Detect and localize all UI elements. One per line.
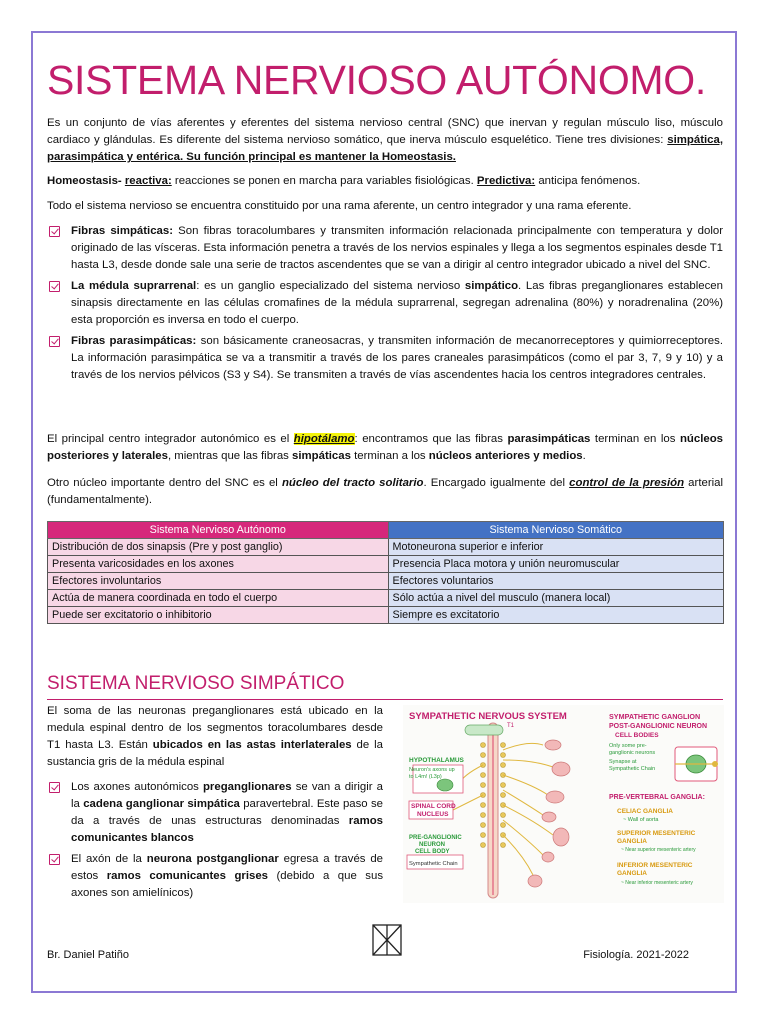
label-superior-mesenteric: SUPERIOR MESENTERIC (617, 830, 696, 837)
table-header-row (48, 522, 724, 539)
label-superior-ganglia: GANGLIA (617, 838, 647, 845)
page-frame (31, 31, 737, 993)
simpatico-list (47, 779, 383, 902)
checkbox-check-icon (49, 854, 60, 865)
centro-bold: núcleos anteriores y medios (428, 450, 583, 462)
otro-text: . Encargado igualmente del (423, 477, 570, 489)
todo-paragraph: Todo el sistema nervioso se encuentra constituido por una rama aferente, un centro integrador y una rama eferente. (47, 200, 632, 212)
label-sympathetic-ganglion: SYMPATHETIC GANGLION (609, 712, 701, 721)
sympathetic-diagram-svg (403, 705, 724, 903)
label-celiac-note: ~ Wall of aorta (623, 817, 659, 823)
table-cell: Motoneurona superior e inferior (388, 539, 723, 556)
simpatico-text: El soma de las neuronas preganglionares está ubicado en la medula espinal dentro de los segmentos toracolumbares desde T1 hasta L3. Están (47, 705, 383, 751)
otro-bold-italic: control de la presión (569, 477, 685, 489)
centro-text: , mientras que las fibras (167, 450, 293, 462)
simpatico-bold: ubicados en las astas interlaterales (152, 739, 352, 751)
label-hypo-note2: to L4m! (L3p) (409, 774, 442, 780)
section-divider (47, 699, 723, 700)
table-cell: Distribución de dos sinapsis (Pre y post ganglio) (48, 539, 389, 556)
centro-bold: parasimpáticas (507, 433, 591, 445)
homeostasis-label: Homeostasis- (47, 175, 125, 187)
bullet-text: El axón de la (71, 853, 147, 865)
label-sg-note4: Sympathetic Chain (609, 766, 656, 772)
label-sympathetic-chain: Sympathetic Chain (409, 861, 458, 867)
ganglion-terminal (712, 761, 718, 767)
fibers-list (47, 223, 723, 388)
bullet-bold: Fibras simpáticas: (71, 225, 174, 237)
bullet-text: paravertebral. Este paso se da a través de unas estructuras denominadas (71, 798, 384, 827)
centro-text: : encontramos que las fibras (354, 433, 508, 445)
centro-bold: núcleos posteriores y laterales (47, 433, 723, 462)
checkbox-check-icon (49, 782, 60, 793)
checkbox-check-icon (49, 226, 60, 237)
bullet-bold: ramos comunicantes grises (106, 870, 269, 882)
table-row (48, 556, 724, 573)
predictiva-text: anticipa fenómenos. (535, 175, 641, 187)
bullet-text: egresa a través de estos (71, 853, 383, 882)
label-t1: T1 (507, 723, 515, 729)
label-cell-bodies: CELL BODIES (615, 732, 659, 739)
neuron-icon (437, 779, 453, 791)
table-cell: Efectores involuntarios (48, 573, 389, 590)
bullet-text: Son fibras toracolumbares y transmiten información relacionada principalmente con temperatura y dolor originado de las vísceras. Esta información penetra a través de los nervios espinales y llega a los segmentos espinales desde T1 hasta L3, desde donde sale una serie de tractos ascendentes que se van a dirigir al centro integrador ubicado a nivel del SNC. (71, 225, 723, 271)
footer-author: Br. Daniel Patiño (47, 949, 129, 961)
label-hypothalamus: HYPOTHALAMUS (409, 757, 464, 764)
bullet-bold: ramos comunicantes blancos (71, 815, 383, 844)
label-sg-note2: ganglionic neurons (609, 750, 656, 756)
bullet-bold: La médula suprarrenal (71, 280, 197, 292)
comparison-table (47, 521, 724, 624)
bullet-bold: Fibras parasimpáticas: (71, 335, 197, 347)
label-prevertebral: PRE-VERTEBRAL GANGLIA: (609, 794, 705, 801)
table-header-autonomo: Sistema Nervioso Autónomo (48, 522, 389, 539)
table-cell: Sólo actúa a nivel del musculo (manera local) (388, 590, 723, 607)
hipotalamo-highlight: hipotálamo (293, 433, 355, 445)
hypothalamus-shape (465, 725, 503, 735)
list-item (47, 278, 723, 329)
predictiva-label: Predictiva: (476, 175, 536, 187)
page-title: SISTEMA NERVIOSO AUTÓNOMO. (47, 57, 706, 103)
bullet-bold: simpático (464, 280, 519, 292)
table-cell: Presencia Placa motora y unión neuromuscular (388, 556, 723, 573)
label-celiac: CELIAC GANGLIA (617, 808, 673, 815)
centro-paragraph (47, 431, 723, 465)
homeostasis-paragraph (47, 173, 723, 190)
bullet-text: (debido a que sus axones son amielínicos) (71, 870, 384, 899)
bullet-bold: neurona postganglionar (146, 853, 279, 865)
label-nucleus: NUCLEUS (417, 811, 449, 818)
otro-bold-italic: núcleo del tracto solitario (281, 477, 424, 489)
label-hypo-note1: Neuron's axons up (409, 767, 455, 773)
label-pre2: NEURON (419, 842, 446, 848)
monogram-logo-icon (371, 923, 403, 957)
footer-course: Fisiología. 2021-2022 (583, 949, 689, 961)
figure-title: SYMPATHETIC NERVOUS SYSTEM (409, 711, 567, 722)
centro-text: El principal centro integrador autonómico es el (47, 433, 294, 445)
centro-bold: simpáticas (292, 450, 351, 462)
intro-paragraph (47, 115, 723, 166)
simpatico-text-column (47, 703, 383, 906)
label-pre1: PRE-GANGLIONIC (409, 835, 462, 841)
list-item (47, 333, 723, 384)
label-inferior-note: ~ Near inferior mesenteric artery (621, 880, 693, 886)
otro-paragraph (47, 475, 723, 509)
bullet-text: : es un ganglio especializado del sistema nervioso (196, 280, 465, 292)
label-sg-note3: Synapse at (609, 759, 637, 765)
table-cell: Siempre es excitatorio (388, 607, 723, 624)
checkbox-check-icon (49, 336, 60, 347)
label-superior-note: ~ Near superior mesenteric artery (621, 847, 696, 853)
bullet-text: se van a dirigir a la (71, 781, 383, 810)
table-row (48, 607, 724, 624)
reactiva-label: reactiva: (124, 175, 172, 187)
label-pre3: CELL BODY (415, 849, 450, 855)
simpatico-text: de la sustancia gris de la médula espinal (47, 739, 383, 768)
centro-text: . (582, 450, 586, 462)
otro-text: Otro núcleo importante dentro del SNC es el (47, 477, 282, 489)
table-cell: Puede ser excitatorio o inhibitorio (48, 607, 389, 624)
table-row (48, 573, 724, 590)
simpatico-paragraph (47, 703, 383, 771)
list-item (47, 851, 383, 902)
label-sg-note1: Only some pre- (609, 743, 647, 749)
table-cell: Efectores voluntarios (388, 573, 723, 590)
table-cell: Actúa de manera coordinada en todo el cuerpo (48, 590, 389, 607)
sympathetic-nervous-system-figure (403, 705, 724, 903)
table-row (48, 590, 724, 607)
bullet-text: . Las fibras preganglionares establecen sinapsis directamente en las células cromafines de la médula suprarrenal, segregan adrenalina (80%) y noradrenalina (20%) esta proporción es inversa en todo el cuerpo. (71, 280, 723, 326)
centro-text: terminan en los (590, 433, 680, 445)
label-spinal-cord: SPINAL CORD (411, 803, 456, 810)
label-post-ganglionic: POST-GANGLIONIC NEURON (609, 723, 708, 730)
bullet-bold: preganglionares (202, 781, 292, 793)
table-header-somatico: Sistema Nervioso Somático (388, 522, 723, 539)
label-inferior-mesenteric: INFERIOR MESENTERIC (617, 862, 693, 869)
table-cell: Presenta varicosidades en los axones (48, 556, 389, 573)
checkbox-check-icon (49, 281, 60, 292)
centro-text: terminan a los (350, 450, 429, 462)
otro-text: arterial (fundamentalmente). (47, 477, 724, 506)
reactiva-text: reacciones se ponen en marcha para variables fisiológicas. (171, 175, 477, 187)
bullet-bold: cadena ganglionar simpática (83, 798, 240, 810)
table-row (48, 539, 724, 556)
intro-text: Es un conjunto de vías aferentes y eferentes del sistema nervioso central (SNC) que inervan y regulan músculo liso, músculo cardiaco y glándulas. Es diferente del sistema nervioso somático, que inerva músculo esquelético. Tiene tres divisiones: (47, 117, 723, 146)
list-item (47, 779, 383, 847)
label-inferior-ganglia: GANGLIA (617, 870, 647, 877)
bullet-text: son básicamente craneosacras, y transmiten información de mecanorreceptores y quimiorreceptores. La información parasimpática se va a transmitir a través de los pares craneales parasimpáticos (como el par 3, 7, 9 y 10) y a través de los nervios pélvicos (S3 y S4). Se transmiten a través de vías ascendentes hacia los centros integradores centrales. (71, 335, 723, 381)
list-item (47, 223, 723, 274)
bullet-text: Los axones autonómicos (71, 781, 203, 793)
section-title-simpatico: SISTEMA NERVIOSO SIMPÁTICO (47, 673, 345, 694)
intro-bold: simpática, parasimpática y entérica. Su función principal es mantener la Homeostasis. (47, 134, 723, 163)
